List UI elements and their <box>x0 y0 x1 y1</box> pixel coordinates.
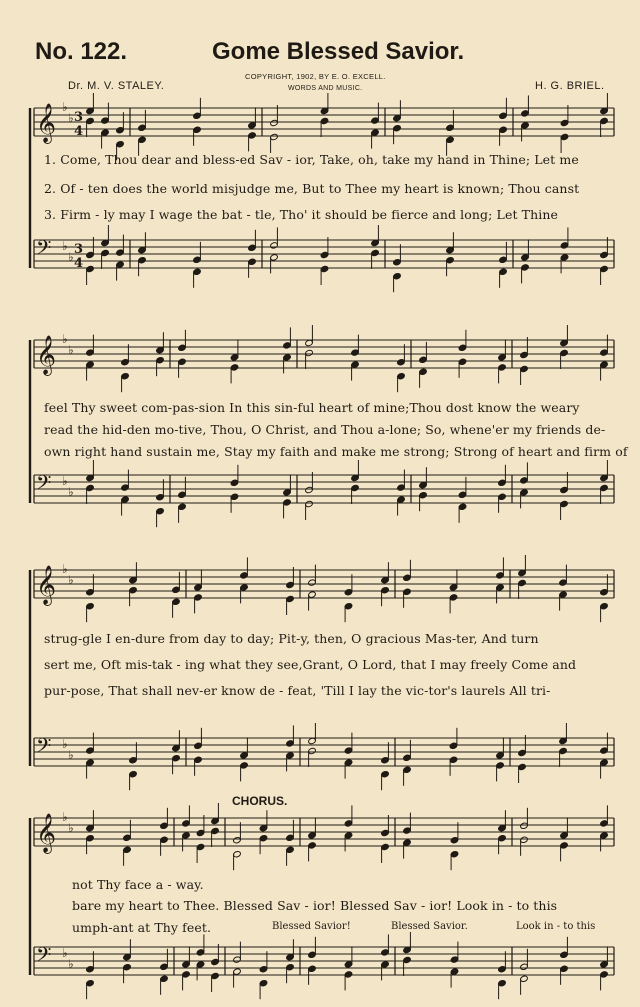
time-signature: 4 <box>74 124 84 139</box>
time-signature: 4 <box>74 256 84 271</box>
flat-icon: ♭ <box>62 810 68 824</box>
lyric-line: 2. Of - ten does the world misjudge me, But to Thee my heart is known; Thou canst <box>44 181 580 196</box>
bass-clef-icon: 𝄢 <box>36 236 52 264</box>
flat-icon: ♭ <box>68 573 74 587</box>
flat-icon: ♭ <box>62 100 68 114</box>
treble-clef-icon: 𝄞 <box>36 103 57 143</box>
bass-clef-icon: 𝄢 <box>36 734 52 762</box>
flat-icon: ♭ <box>68 957 74 971</box>
lyric-line: 3. Firm - ly may I wage the bat - tle, Tho' it should be fierce and long; Let Thine <box>44 207 558 222</box>
bass-clef-icon: 𝄢 <box>36 943 52 971</box>
hymn-number: No. 122. <box>35 38 128 65</box>
time-signature: 3 <box>74 242 84 257</box>
lyric-line: bare my heart to Thee. Blessed Sav - ior! Blessed Sav - ior! Look in - to this <box>72 898 558 913</box>
flat-icon: ♭ <box>62 946 68 960</box>
flat-icon: ♭ <box>68 343 74 357</box>
composer-credit: H. G. BRIEL. <box>535 80 605 92</box>
copyright-notice: COPYRIGHT, 1902, BY E. O. EXCELL. <box>245 72 386 81</box>
treble-clef-icon: 𝄞 <box>36 335 57 375</box>
treble-clef-icon: 𝄞 <box>36 565 57 605</box>
hymn-title: Gome Blessed Savior. <box>212 38 465 65</box>
flat-icon: ♭ <box>62 737 68 751</box>
lyric-line: 1. Come, Thou dear and bless-ed Sav - ior, Take, oh, take my hand in Thine; Let me <box>44 152 579 167</box>
words-and-music-note: WORDS AND MUSIC. <box>288 85 363 92</box>
lyric-line: sert me, Oft mis-tak - ing what they see,Grant, O Lord, that I may freely Come and <box>44 657 577 672</box>
lyric-line: read the hid-den mo-tive, Thou, O Christ, and Thou a-lone; So, whene'er my friends de- <box>44 422 606 437</box>
bass-cue: Look in - to this <box>516 921 596 932</box>
flat-icon: ♭ <box>68 250 74 264</box>
flat-icon: ♭ <box>62 332 68 346</box>
lyric-line: strug-gle I en-dure from day to day; Pit-y, then, O gracious Mas-ter, And turn <box>44 631 539 646</box>
flat-icon: ♭ <box>68 748 74 762</box>
lyric-line: own right hand sustain me, Stay my faith and make me strong; Strong of heart and firm of <box>44 444 628 459</box>
chorus-label: CHORUS. <box>232 794 288 808</box>
lyric-line: pur-pose, That shall nev-er know de - feat, 'Till I lay the vic-tor's laurels All tri- <box>44 683 551 698</box>
bass-cue: Blessed Savior. <box>391 921 468 932</box>
flat-icon: ♭ <box>62 474 68 488</box>
lyric-line: feel Thy sweet com-pas-sion In this sin-ful heart of mine;Thou dost know the weary <box>44 400 580 415</box>
time-signature: 3 <box>74 110 84 125</box>
lyric-line: not Thy face a - way. <box>72 877 204 892</box>
flat-icon: ♭ <box>68 821 74 835</box>
flat-icon: ♭ <box>62 239 68 253</box>
flat-icon: ♭ <box>62 562 68 576</box>
lyric-line: umph-ant at Thy feet. <box>72 920 212 935</box>
treble-clef-icon: 𝄞 <box>36 813 57 853</box>
bass-cue: Blessed Savior! <box>272 921 351 932</box>
flat-icon: ♭ <box>68 485 74 499</box>
author-credit: Dr. M. V. STALEY. <box>68 80 165 92</box>
bass-clef-icon: 𝄢 <box>36 471 52 499</box>
flat-icon: ♭ <box>68 111 74 125</box>
